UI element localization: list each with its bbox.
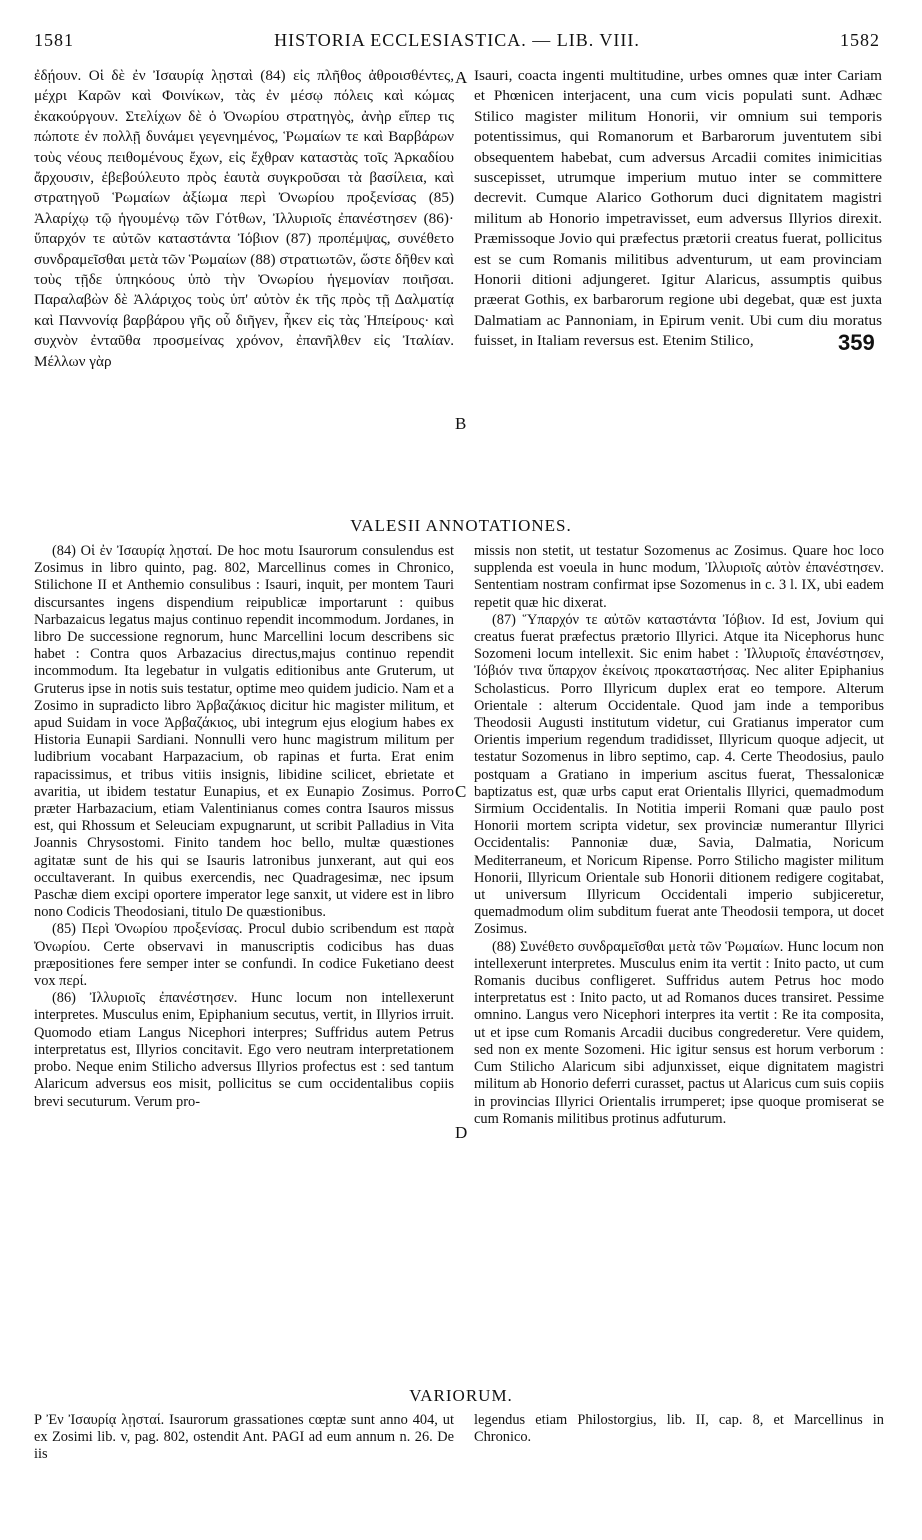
variorum-left-column bbox=[34, 1412, 454, 1464]
latin-text-column bbox=[474, 66, 882, 352]
margin-marker-d: D bbox=[455, 1123, 468, 1142]
page-number-left: 1581 bbox=[34, 30, 74, 50]
latin-text: Isauri, coacta ingenti multitudine, urbes omnes quæ inter Cariam et Phœnicen interjacent, una cum vicis populati sunt. Adhæc Stilico magister militum Honorii, vir omnium sui temporis potentissimus, qui Romanorum et Barbarorum juventutem sibi obsequentem habebat, cum adversus Arcadii comites inimicitias suscepisset, utrumque imperium mutuo inter se committere decrevit. Cumque Alarico Gothorum duci dignitatem magistri militum ab Honorio impetravisset, eum adversus Illyrios direxit. Præmissoque Jovio qui præfectus prætorii creatus fuerat, pollicitus est se cum Romanis militibus adventurum, ut eam provinciam Honorii ditioni adjungeret. Igitur Alaricus, assumptis quibus præerat Gothis, ex barbarorum regione ubi degebat, quæ est juxta Dalmatiam ac Pannoniam, in Epirum venit. Ubi cum diu moratus fuisset, in Italiam reversus est. Etenim Stilico, bbox=[474, 67, 882, 350]
annotations-title: VALESII ANNOTATIONES. bbox=[350, 516, 572, 535]
running-title: HISTORIA ECCLESIASTICA. — LIB. VIII. bbox=[274, 30, 640, 50]
margin-marker-a: A bbox=[455, 68, 468, 87]
variorum-right-column bbox=[474, 1412, 884, 1446]
annotation-88: (88) Συνέθετο συνδραμεῖσθαι μετὰ τῶν Ῥωμαίων. Hunc locum non intellexerunt interpretes. Musculus enim ita vertit : Inito pacto, ut cum Romanis ducibus confligeret. Suffridus autem Petrus hoc modo interpretatus est : Inito pacto, ut ad Romanos duces transiret. Pessime omnino. Langus vero Nicephori interpres ita vertit : Re ita composita, ut et ipse cum Romanis Arcadii ducibus congrederetur. Vere quidem, sed non ex mente Sozomeni. Hic igitur sensus est horum verborum : Cum Stilicho Alaricum sibi adjunxisset, eique dignitatem magistri militum ab Honorio deferri curasset, pactus ut Alaricus cum suis copiis in provincias Illyrici Orientalis irrumperet; ipse quoque promiserat se cum Romanis militibus protinus adfuturum. bbox=[474, 938, 884, 1127]
running-header bbox=[34, 30, 880, 56]
annotations-right-column bbox=[474, 543, 884, 1128]
annotation-87: (87) Ὕπαρχόν τε αὐτῶν καταστάντα Ἰόβιον. Id est, Jovium qui creatus fuerat præfectus prætorio Illyrici. Atque ita Nicephorus hunc Sozomeni locum intellexit. Sic enim habet : Ἰλλυριοῖς ἐπανέστησεν, Ἰόβιόν τινα ὕπαρχον ἐκείνοις προκαταστήσας. Nec aliter Epiphanius Scholasticus. Porro Illyricum duplex erat eo tempore. Alterum Orientale : alterum Occidentale. Quod jam inde a temporibus Theodosii Augusti institutum videtur, cui Gratianus imperator cum Orientis imperium regendum tradidisset, Illyricum quoque adjecit, ut testatur Sozomenus in libro septimo, cap. 4. Certe Theodosius, paulo postquam a Gratiano in imperium ascitus fuerat, Thessalonicæ baptizatus est, quæ urbs caput erat Orientalis Illyrici, quemadmodum Sirmium Occidentalis. In Notitia imperii Romani quæ paulo post Honorii mortem scripta videtur, sex provinciæ numerantur Illyrici Occidentalis: Pannoniæ duæ, Savia, Dalmatia, Noricum Mediterraneum, et Noricum Ripense. Porro Stilicho magister militum Honorii, Illyricum Orientale sub Honorii ditionem redigere cogitabat, ut universum Illyricum Occidentali imperio subjiceretur, quemadmodum olim subditum fuerat ante Theodosii tempora, ut docet Zosimus. bbox=[474, 611, 884, 938]
margin-number: 359 bbox=[838, 330, 875, 355]
margin-marker-c: C bbox=[455, 782, 467, 801]
annotations-left-column bbox=[34, 543, 454, 1111]
annotation-86-continued: missis non stetit, ut testatur Sozomenus ac Zosimus. Quare hoc loco supplenda est voeula in hunc modum, Ἰλλυριοῖς αὐτὸν ἐπανέστησεν. Sententiam nostram confirmat ipse Sozomenus in c. 3 l. IX, ubi eadem repetit quæ hic dixerat. bbox=[474, 543, 884, 611]
annotation-85: (85) Περὶ Ὀνωρίου προξενίσας. Procul dubio scribendum est παρὰ Ὀνωρίου. Certe observavi in manuscriptis codicibus has duas præpositiones fere semper inter se confundi. In codice Fuketiano deest vox περί. bbox=[34, 921, 454, 990]
margin-marker-b: B bbox=[455, 414, 467, 433]
variorum-note: P Ἐν Ἰσαυρίᾳ λῃσταί. Isaurorum grassationes cœptæ sunt anno 404, ut ex Zosimi lib. v, pag. 802, ostendit Ant. PAGI ad eum annum n. 26. De iis bbox=[34, 1412, 454, 1463]
annotation-84: (84) Οἱ ἐν Ἰσαυρίᾳ λῃσταί. De hoc motu Isaurorum consulendus est Zosimus in libro quinto, pag. 802, Marcellinus comes in Chronico, Stilichone II et Anthemio consulibus : Isauri, inquit, per montem Tauri discursantes ingens dispendium reipublicæ importarunt : quibus Narbazaicus legatus majus continuo rependit incommodum. Jordanes, in libro De successione regnorum, hunc Marcellini locum describens sic habet : Contra quos Arbazacius directus,majus continuo rependit incommodum. Ita legebatur in vulgatis editionibus ante Gruterum, ut Gruterus ipse in notis suis testatur, optime meo quidem judicio. Nam et a Zosimo in supradicto libro Ἀρβαζάκιος dicitur hic magister militum, et apud Suidam in voce Ἀρβαζάκιος, ubi integrum ejus elogium habes ex Historia Eunapii Sardiani. Nonnulli vero hunc magistrum militum per ludibrium vocabant Harpazacium, ob rapinas et furta. Erat enim rapacissimus, et tribus vitiis insignis, libidine scilicet, ebrietate et avaritia, ut ibidem testatur Eunapius, et ex Eunapio Zosimus. Porro præter Harbazacium, etiam Valentinianus comes contra Isauros missus est, qui Rhossum et Seleuciam expugnarunt, ut scribit Palladius in Vita Joannis Chrysostomi. Finito tandem hoc bello, multæ quæstiones agitatæ sunt de his qui se Isauris latronibus junxerant, aut qui eos occultaverant. In quibus exercendis, nec Quadragesimæ, nec ipsum Paschæ diem excipi oportere imperator lege sanxit, ut videre est in libro nono Codicis Theodosiani, titulo De quæstionibus. bbox=[34, 543, 454, 921]
greek-text: ἐδῄουν. Οἱ δὲ ἐν Ἰσαυρίᾳ λῃσταὶ (84) εἰς πλῆθος ἀθροισθέντες, μέχρι Καρῶν καὶ Φοινίκων, τὰς ἐν μέσῳ πόλεις καὶ κώμας ἐκακούργουν. Στελίχων δὲ ὁ Ὀνωρίου στρατηγὸς, ἀνὴρ εἴπερ τις πώποτε ἐν πολλῇ δυνάμει γεγενημένος, Ῥωμαίων τε καὶ Βαρβάρων τοὺς νέους πειθομένους ἔχων, εἰς ἔχθραν καταστὰς τοῖς Ἀρκαδίου ἄρχουσιν, ἐβεβούλευτο πρὸς ἑαυτὰ συγκροῦσαι τὰ βασίλεια, καὶ στρατηγοῦ Ῥωμαίων ἀξίωμα περὶ Ὀνωρίου προξενίσας (85) Ἀλαρίχῳ τῷ ἡγουμένῳ τῶν Γότθων, Ἰλλυριοῖς ἐπανέστησεν (86)· ὕπαρχόν τε αὐτῶν καταστάντα Ἰόβιον (87) προπέμψας, συνέθετο συνδραμεῖσθαι μετὰ τῶν Ῥωμαίων (88) στρατιωτῶν, ὥστε δῆθεν καὶ τοὺς τῇδε ὑπηκόους ὑπὸ τὴν Ὀνωρίου ἡγεμονίαν ποιῆσαι. Παραλαβὼν δὲ Ἀλάριχος τοὺς ὑπ' αὐτὸν ἐκ τῆς πρὸς τῇ Δαλματίᾳ καὶ Παννονίᾳ βαρβάρου γῆς οὗ διῆγεν, ἧκεν εἰς τὰς Ἠπείρους· καὶ συχνὸν ἐνταῦθα προσμείνας χρόνον, ἐπανῆλθεν εἰς Ἰταλίαν. Μέλλων γὰρ bbox=[34, 67, 454, 370]
page-number-right: 1582 bbox=[840, 30, 880, 50]
annotation-86: (86) Ἰλλυριοῖς ἐπανέστησεν. Hunc locum non intellexerunt interpretes. Musculus enim, Epiphanium secutus, vertit, in Illyrios irruit. Quomodo etiam Langus Nicephori interpres; Suffridus autem Petrus interpretatus est, Illyrios concitavit. Ego vero neutram interpretationem probo. Neque enim Stilicho adversus Illyrios profectus est : sed tantum Alaricum adversus eos misit, pollicitus se cum occidentalibus copiis brevi secuturum. Verum pro- bbox=[34, 990, 454, 1110]
variorum-title: VARIORUM. bbox=[409, 1386, 513, 1405]
variorum-note-continued: legendus etiam Philostorgius, lib. II, cap. 8, et Marcellinus in Chronico. bbox=[474, 1412, 884, 1446]
greek-text-column bbox=[34, 66, 454, 372]
